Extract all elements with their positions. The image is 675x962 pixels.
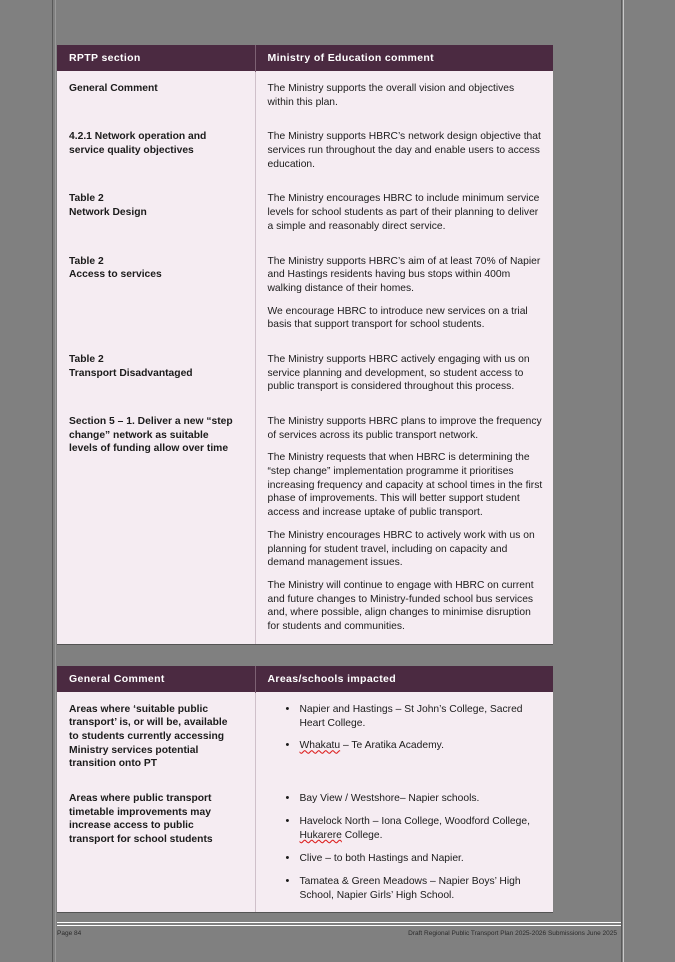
comment-paragraph: The Ministry will continue to engage with HBRC on current and future changes to Ministry-funded school bus services and, where possible, align changes to minimise disruption for students and communities. [267, 579, 534, 632]
page-footer [57, 922, 621, 937]
section-cell [57, 342, 255, 404]
page-right-rule-inner [623, 0, 624, 962]
spellcheck-flagged-word[interactable]: Hukarere [299, 829, 342, 841]
page-right-rule [621, 0, 622, 962]
comment-paragraph: The Ministry requests that when HBRC is determining the “step change” implementation programme it prioritises increasing frequency and capacity at school times in the first phase of improvements. This will better support student access and increase uptake of public transport. [267, 452, 543, 519]
bullet-item [286, 875, 544, 903]
bullet-list [268, 703, 544, 754]
page-left-rule-inner [55, 0, 56, 962]
section-cell [57, 182, 255, 244]
section-line: Areas where ‘suitable public [69, 703, 209, 715]
bullet-item [286, 815, 544, 843]
comment-cell [255, 244, 553, 342]
section-line: 4.2.1 Network operation and [69, 131, 207, 143]
bullet-text: Bay View / Westshore– Napier schools. [299, 793, 480, 805]
footer-divider [57, 922, 621, 926]
table-row [57, 405, 553, 644]
section-line: Table 2 [69, 193, 104, 205]
bullet-text: – Te Aratika Academy. [340, 740, 444, 752]
bullet-text: Napier and Hastings – St John’s College, Sacred Heart College. [299, 703, 523, 729]
section-line: to students currently accessing [69, 731, 225, 742]
impacted-areas-cell [255, 782, 553, 913]
table-row [57, 182, 553, 244]
areas-schools-table [57, 666, 553, 913]
section-line: transport for school students [69, 834, 213, 846]
table-row [57, 244, 553, 342]
spellcheck-flagged-word[interactable]: Whakatu [299, 740, 341, 752]
column-header-rptp-section: RPTP section [57, 45, 255, 72]
table-row [57, 782, 553, 913]
section-line: transition onto PT [69, 758, 158, 770]
section-line: Ministry services potential [69, 744, 199, 756]
section-line: levels of funding allow over time [69, 443, 229, 455]
table-row [57, 120, 553, 182]
comment-paragraph: The Ministry supports HBRC’s network design objective that services run throughout the day and enable users to access education. [267, 131, 541, 170]
section-line: timetable improvements may [69, 806, 211, 818]
page-left-rule [52, 0, 53, 962]
bullet-text: College. [341, 829, 383, 841]
section-cell [57, 405, 255, 644]
bullet-item [286, 739, 544, 753]
comment-paragraph: We encourage HBRC to introduce new services on a trial basis that support transport for school students. [267, 305, 528, 331]
table-row [57, 342, 553, 404]
table-row [57, 72, 553, 120]
section-line: Access to services [69, 269, 162, 281]
column-header-ministry-comment: Ministry of Education comment [255, 45, 553, 72]
bullet-text: Havelock North – Iona College, Woodford College, [299, 815, 530, 827]
footer-page-number: Page 84 [57, 930, 82, 937]
section-line: Section 5 – 1. Deliver a new “step [69, 416, 233, 427]
table-header [57, 666, 553, 693]
comment-cell [255, 405, 553, 644]
section-cell [57, 120, 255, 182]
bullet-item [286, 703, 544, 731]
comment-paragraph: The Ministry encourages HBRC to include minimum service levels for school students as part of their planning to deliver a simple and reasonably direct service. [267, 193, 540, 232]
section-line: Table 2 [69, 255, 104, 267]
section-cell [57, 244, 255, 342]
comment-cell [255, 120, 553, 182]
comment-cell [255, 72, 553, 120]
table-header-row [57, 666, 553, 693]
document-body [57, 45, 553, 912]
section-line: transport’ is, or will be, available [69, 717, 228, 729]
section-cell [57, 782, 255, 913]
comment-paragraph: The Ministry supports HBRC actively engaging with us on service planning and development, so student access to public transport is considered throughout this process. [267, 353, 530, 393]
table-header [57, 45, 553, 72]
bullet-list [268, 792, 544, 902]
column-header-general-comment: General Comment [57, 666, 255, 693]
table-spacer [57, 644, 553, 666]
comment-paragraph: The Ministry supports the overall vision and objectives within this plan. [267, 83, 515, 108]
comment-paragraph: The Ministry encourages HBRC to actively work with us on planning for student travel, including on capacity and demand management issues. [267, 529, 535, 569]
comment-paragraph: The Ministry supports HBRC’s aim of at least 70% of Napier and Hastings residents having bus stops within 400m walking distance of their homes. [267, 255, 541, 294]
impacted-areas-cell [255, 692, 553, 781]
table-body [57, 72, 553, 644]
comment-cell [255, 182, 553, 244]
section-cell [57, 72, 255, 120]
section-line: Network Design [69, 207, 147, 219]
bullet-text: Tamatea & Green Meadows – Napier Boys’ High School, Napier Girls’ High School. [299, 875, 521, 901]
section-cell [57, 692, 255, 781]
comment-paragraph: The Ministry supports HBRC plans to improve the frequency of services across its public transport network. [267, 416, 542, 441]
footer-row [57, 930, 621, 937]
section-line: Transport Disadvantaged [69, 367, 193, 379]
footer-document-reference: Draft Regional Public Transport Plan 2025-2026 Submissions June 2025 [408, 930, 617, 937]
section-line: Table 2 [69, 353, 104, 365]
section-line: increase access to public [69, 820, 194, 832]
table-header-row [57, 45, 553, 72]
section-line: Areas where public transport [69, 793, 212, 805]
column-header-areas-schools-impacted: Areas/schools impacted [255, 666, 553, 693]
section-line: change” network as suitable [69, 429, 209, 441]
bullet-text: Clive – to both Hastings and Napier. [299, 852, 464, 864]
bullet-item [286, 792, 544, 806]
bullet-item [286, 852, 544, 866]
table-body [57, 692, 553, 912]
table-row [57, 692, 553, 781]
section-line: service quality objectives [69, 145, 194, 157]
section-line: General Comment [69, 83, 158, 94]
comment-cell [255, 342, 553, 404]
rptp-comments-table [57, 45, 553, 644]
